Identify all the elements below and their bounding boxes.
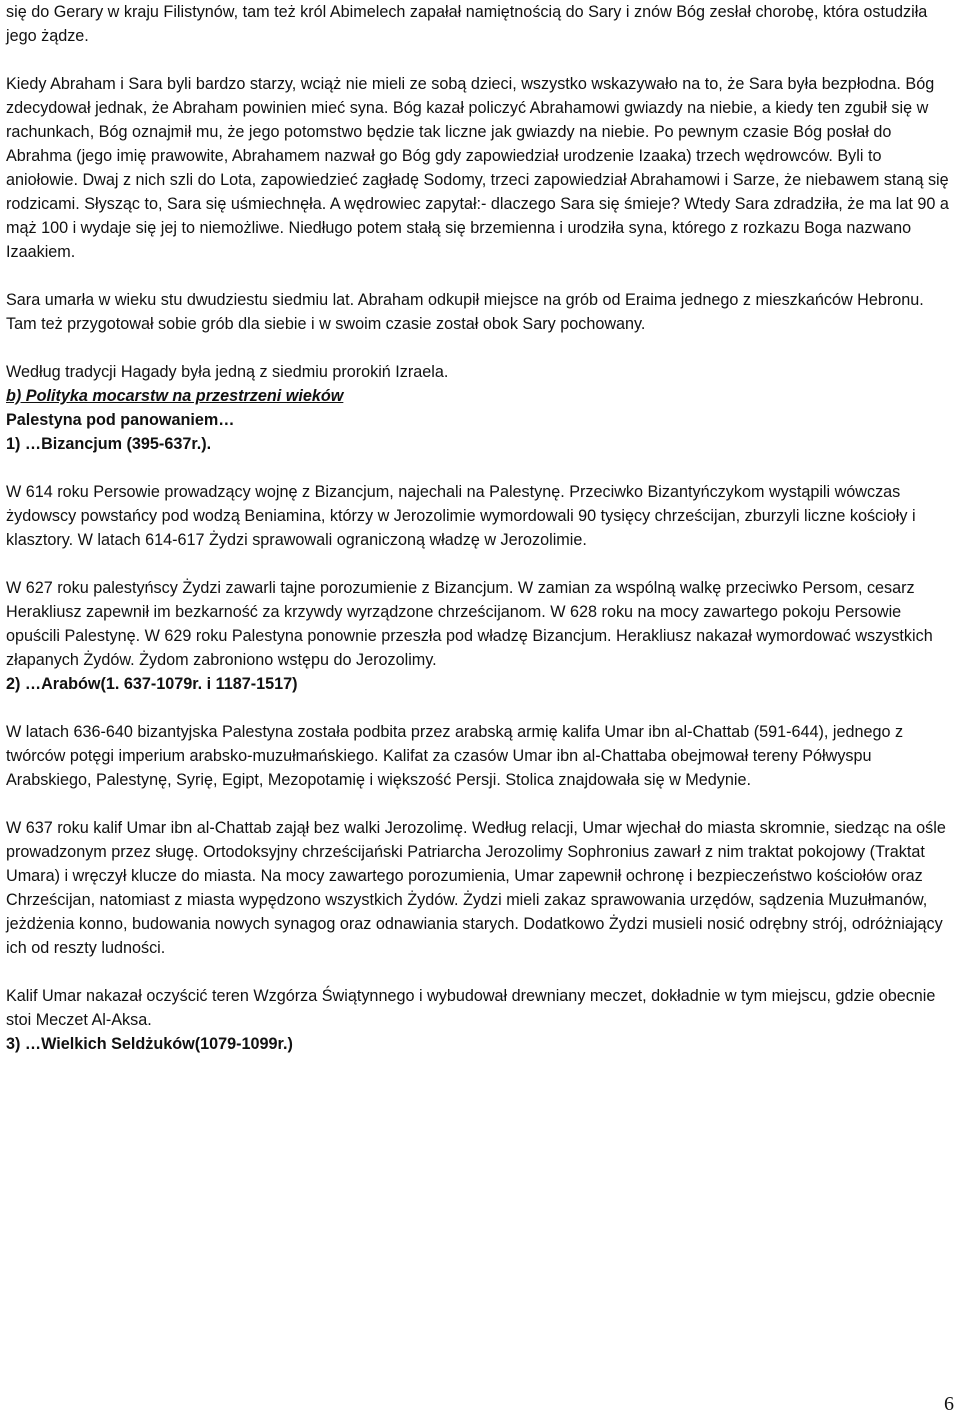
document-page: [6, 0, 956, 1056]
paragraph-byzantium-614: W 614 roku Persowie prowadzący wojnę z Bizancjum, najechali na Palestynę. Przeciwko Bizantyńczykom wystąpili wówczas żydowscy powstańcy pod wodzą Beniamina, którzy w Jerozolimie wymordowali 90 tysięcy chrześcijan, zburzyli liczne kościoły i klasztory. W latach 614-617 Żydzi sprawowali ograniczoną władzę w Jerozolimie.: [6, 483, 916, 549]
paragraph-hagada: Według tradycji Hagady była jedną z siedmiu prorokiń Izraela.: [6, 363, 449, 381]
heading-arabs: 2) …Arabów(1. 637-1079r. i 1187-1517): [6, 675, 298, 693]
paragraph-arabs-conquest: W latach 636-640 bizantyjska Palestyna została podbita przez arabską armię kalifa Umar ibn al-Chattab (591-644), jednego z twórców potęgi imperium arabsko-muzułmańskiego. Kalifat za czasów Umar ibn al-Chattaba obejmował tereny Półwyspu Arabskiego, Palestynę, Syrię, Egipt, Mezopotamię i większość Persji. Stolica znajdowała się w Medynie.: [6, 723, 904, 789]
paragraph-arabs-637: W 637 roku kalif Umar ibn al-Chattab zajął bez walki Jerozolimę. Według relacji, Umar wjechał do miasta skromnie, siedząc na ośle prowadzonym przez sługę. Ortodoksyjny chrześcijański Patriarcha Jerozolimy Sophronius zawarł z nim traktat pokojowy (Traktat Umara) i wręczył klucze do miasta. Na mocy zawartego porozumienia, Umar zapewnił ochronę i bezpieczeństwo kościołów oraz Chrześcijan, natomiast z miasta wypędzono wszystkich Żydów. Żydzi mieli zakaz sprawowania urzędów, sądzenia Muzułmanów, jeżdżenia konno, budowania nowych synagog oraz odnawiania starych. Dodatkowo Żydzi musieli nosić odrębny strój, odróżniający ich od reszty ludności.: [6, 819, 946, 957]
paragraph-arabs-mosque: Kalif Umar nakazał oczyścić teren Wzgórza Świątynnego i wybudował drewniany meczet, dokładnie w tym miejscu, gdzie obecnie stoi Meczet Al-Aksa.: [6, 987, 936, 1029]
subheading: Palestyna pod panowaniem…: [6, 411, 235, 429]
paragraph-sara-death: Sara umarła w wieku stu dwudziestu siedmiu lat. Abraham odkupił miejsce na grób od Eraima jednego z mieszkańców Hebronu. Tam też przygotował sobie grób dla siebie i w swoim czasie został obok Sary pochowany.: [6, 291, 924, 333]
heading-seljuks: 3) …Wielkich Seldżuków(1079-1099r.): [6, 1035, 293, 1053]
paragraph-gerar: się do Gerary w kraju Filistynów, tam też król Abimelech zapałał namiętnością do Sary i znów Bóg zesłał chorobę, która ostudziła jego żądze.: [6, 3, 928, 45]
section-heading: b) Polityka mocarstw na przestrzeni wieków: [6, 387, 344, 405]
page-number: 6: [944, 1393, 954, 1415]
paragraph-abraham-sara: Kiedy Abraham i Sara byli bardzo starzy, wciąż nie mieli ze sobą dzieci, wszystko wskazywało na to, że Sara była bezpłodna. Bóg zdecydował jednak, że Abraham powinien mieć syna. Bóg kazał policzyć Abrahamowi gwiazdy na niebie, a kiedy ten zgubił się w rachunkach, Bóg oznajmił mu, że jego potomstwo będzie tak liczne jak gwiazdy na niebie. Po pewnym czasie Bóg posłał do Abrahma (jego imię prawowite, Abrahamem nazwał go Bóg gdy zapowiedział urodzenie Izaaka) trzech wędrowców. Byli to aniołowie. Dwaj z nich szli do Lota, zapowiedzieć zagładę Sodomy, trzeci zapowiedział Abrahamowi i Sarze, że niebawem staną się rodzicami. Słysząc to, Sara się uśmiechnęła. A wędrowiec zapytał:- dlaczego Sara się śmieje? Wtedy Sara zdradziła, że ma lat 90 a mąż 100 i wydaje się jej to niemożliwe. Niedługo potem stałą się brzemienna i urodziła syna, którego z rozkazu Boga nazwano Izaakiem.: [6, 75, 949, 261]
heading-byzantium: 1) …Bizancjum (395-637r.).: [6, 435, 212, 453]
paragraph-byzantium-627: W 627 roku palestyńscy Żydzi zawarli tajne porozumienie z Bizancjum. W zamian za wspólną walkę przeciwko Persom, cesarz Herakliusz zapewnił im bezkarność za krzywdy wyrządzone chrześcijanom. W 628 roku na mocy zawartego pokoju Persowie opuścili Palestynę. W 629 roku Palestyna ponownie przeszła pod władzę Bizancjum. Herakliusz nakazał wymordować wszystkich złapanych Żydów. Żydom zabroniono wstępu do Jerozolimy.: [6, 579, 933, 669]
